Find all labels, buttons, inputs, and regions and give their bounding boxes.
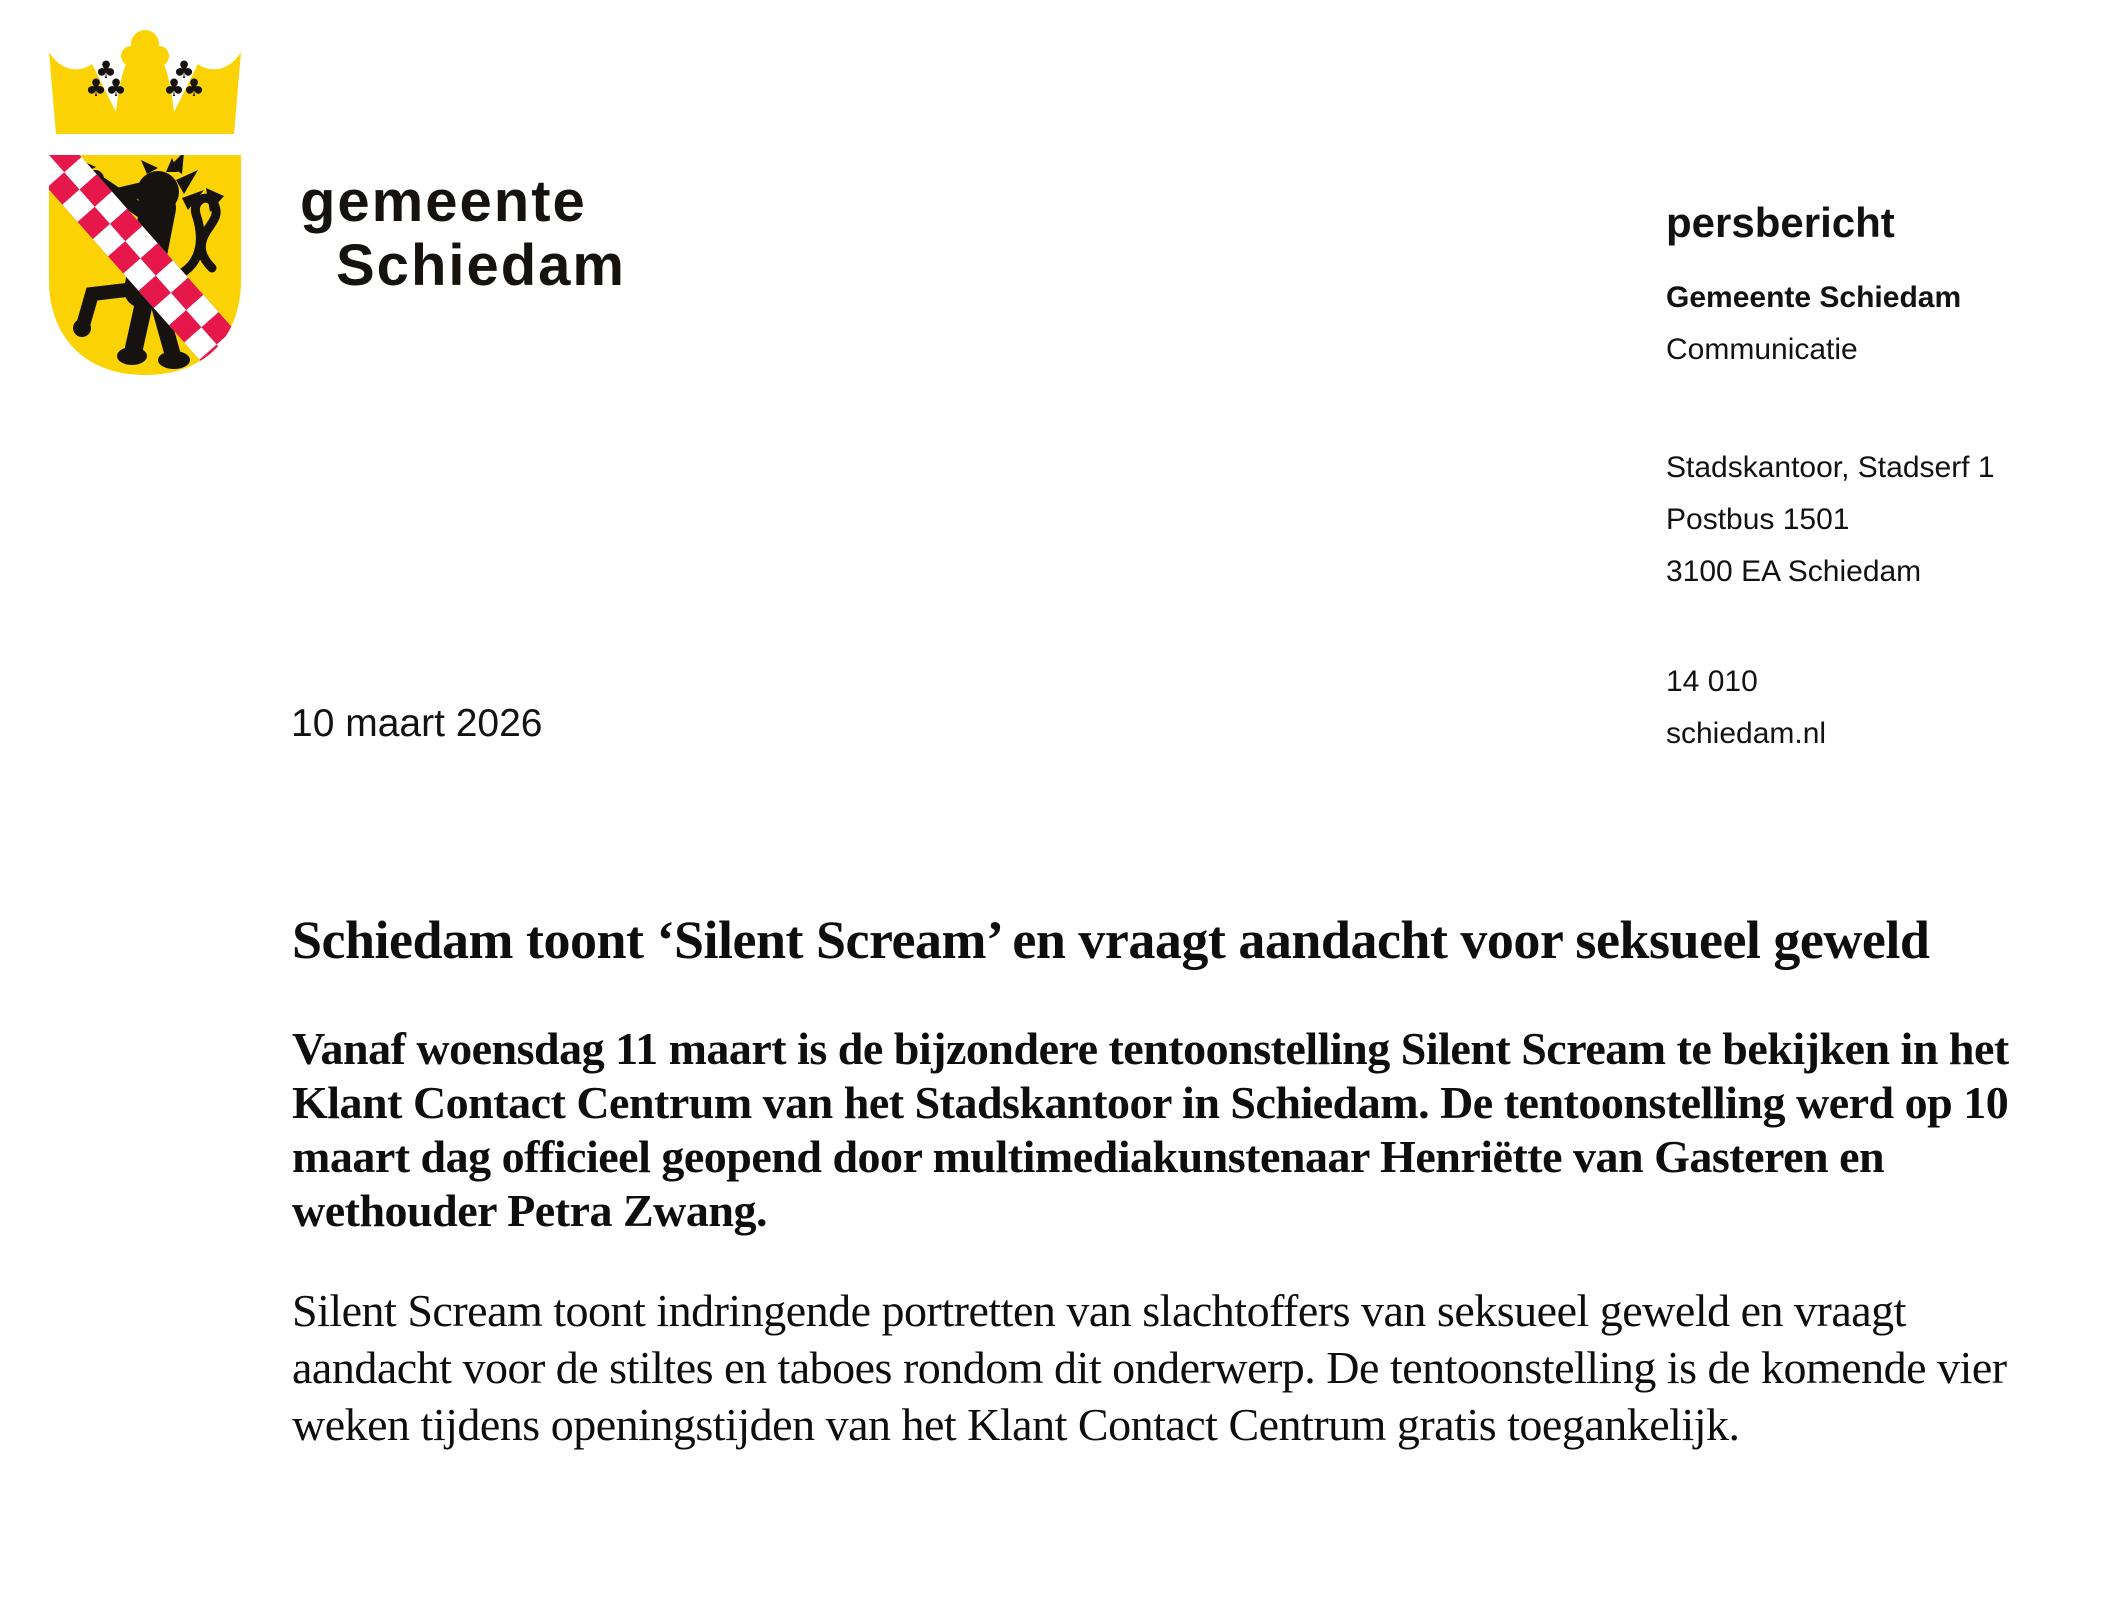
department-name: Communicatie [1666,333,1858,366]
wordmark-schiedam: Schiedam [336,233,626,298]
club-icon: ♣ [183,74,205,102]
headline: Schiedam toont ‘Silent Scream’ en vraagt aandacht voor seksueel geweld [292,910,1930,970]
organization-name: Gemeente Schiedam [1666,281,1962,314]
club-icon: ♣ [163,74,185,102]
phone-number: 14 010 [1666,665,1758,698]
crest-crown-icon [46,22,244,136]
body-paragraph: Silent Scream toont indringende portretten van slachtoffers van seksueel geweld en vraagt aandacht voor de stiltes en taboes rondom dit onderwerp. De tentoonstelling is de komende vier weken tijdens openingstijden van het Klant Contact Centrum gratis toegankelijk. [292,1285,2007,1450]
club-icon: ♣ [95,56,117,84]
municipal-crest [46,22,244,378]
press-release-article [292,912,2072,1453]
masthead-column [1666,198,2096,760]
club-icon: ♣ [173,56,195,84]
club-icon: ♣ [85,74,107,102]
date-line: 10 maart 2026 [291,702,543,745]
lead-paragraph: Vanaf woensdag 11 maart is de bijzondere tentoonstelling Silent Scream te bekijken in het Klant Contact Centrum van het Stadskantoor in Schiedam. De tentoonstelling werd op 10 maart dag officieel geopend door multimediakunstenaar Henriëtte van Gasteren en wethouder Petra Zwang. [292,1023,2009,1236]
address-line: Stadskantoor, Stadserf 1 [1666,451,1995,484]
club-icon: ♣ [105,74,127,102]
document-type-label: persbericht [1666,199,1895,246]
logo-wordmark [300,170,626,298]
address-line: 3100 EA Schiedam [1666,555,1922,588]
wordmark-gemeente: gemeente [300,169,587,234]
website-url: schiedam.nl [1666,717,1827,750]
crest-shield-icon [46,152,244,378]
address-line: Postbus 1501 [1666,503,1850,536]
